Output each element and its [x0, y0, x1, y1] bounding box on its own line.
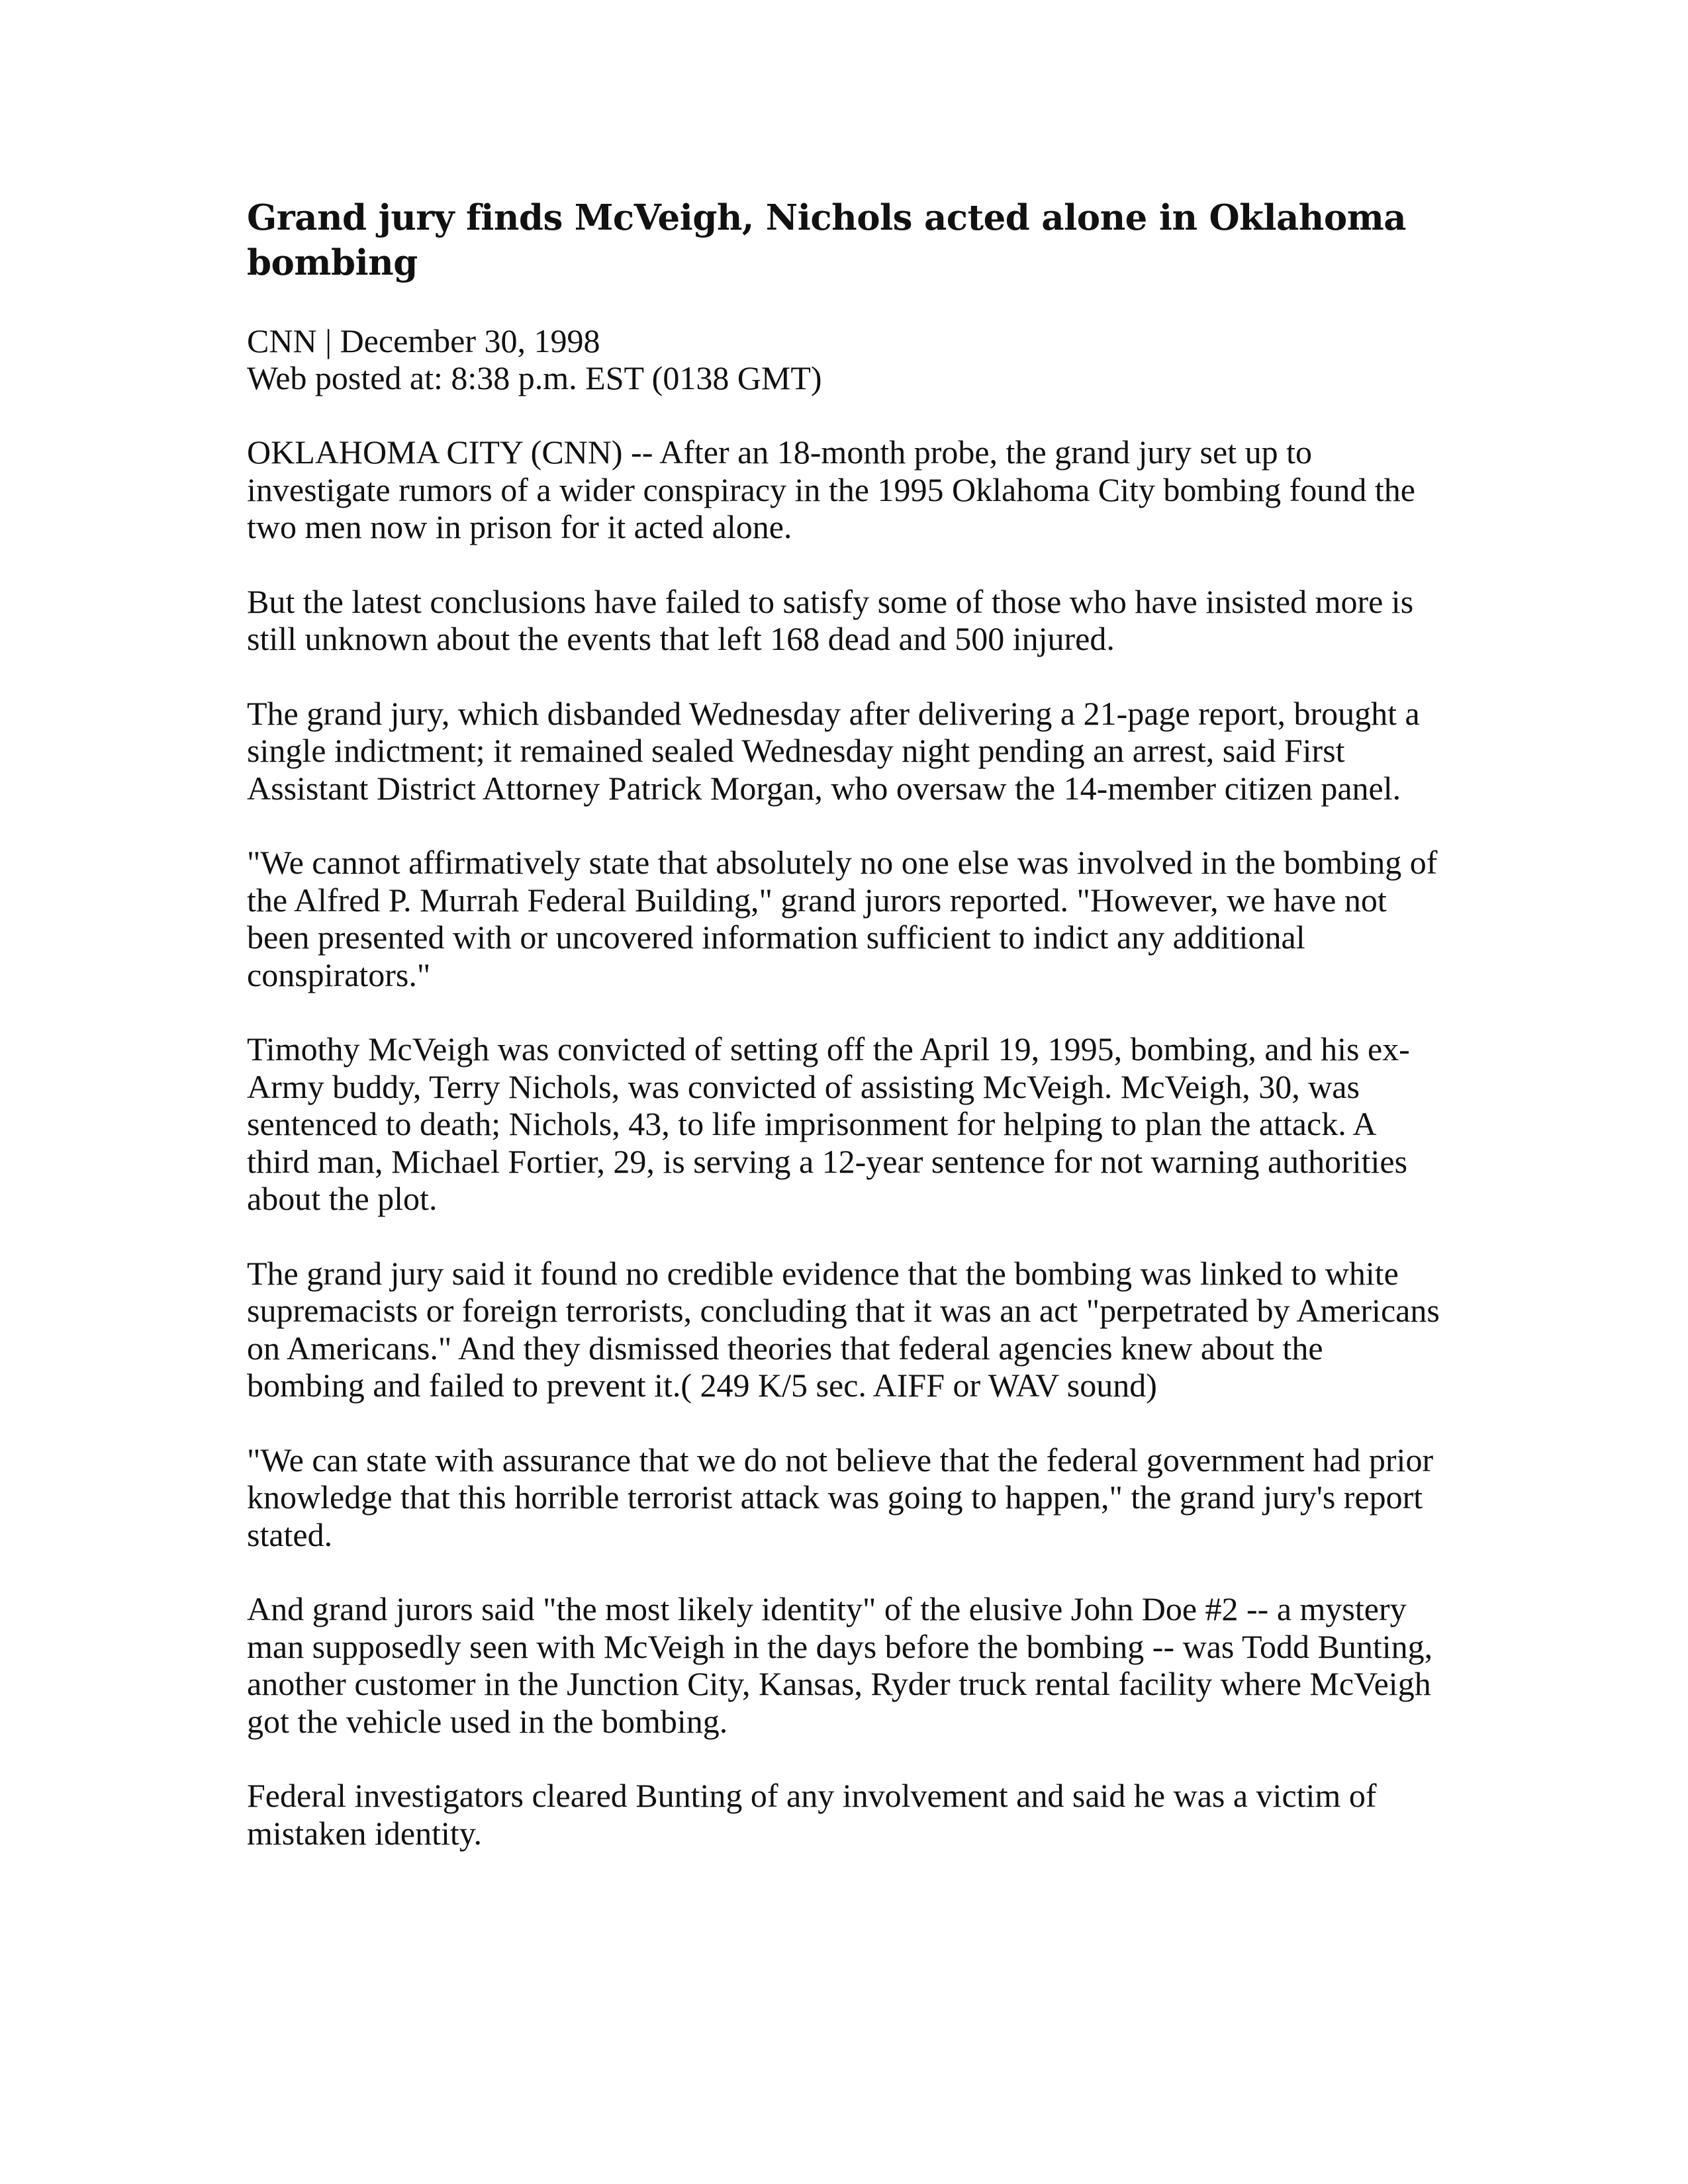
paragraph-3: The grand jury, which disbanded Wednesday after delivering a 21-page report, brought a single indictment; it remained sealed Wednesday night pending an arrest, said First Assistant District Attorney Patrick Morgan, who oversaw the 14-member citizen panel. [247, 694, 1420, 807]
article-headline: Grand jury finds McVeigh, Nichols acted alone in Oklahoma bombing [247, 197, 1407, 283]
byline-posted-time: Web posted at: 8:38 p.m. EST (0138 GMT) [247, 359, 822, 396]
paragraph-8: And grand jurors said "the most likely identity" of the elusive John Doe #2 -- a mystery man supposedly seen with McVeigh in the days before the bombing -- was Todd Bunting, another customer in the Junction City, Kansas, Ryder truck rental facility where McVeigh got the vehicle used in the bombing. [247, 1590, 1433, 1740]
article-byline [247, 322, 1445, 396]
paragraph-4: "We cannot affirmatively state that absolutely no one else was involved in the bombing of the Alfred P. Murrah Federal Building," grand jurors reported. "However, we have not been presented with or uncovered information sufficient to indict any additional conspirators." [247, 844, 1438, 993]
paragraph-2: But the latest conclusions have failed to satisfy some of those who have insisted more is still unknown about the events that left 168 dead and 500 injured. [247, 582, 1414, 657]
article [247, 195, 1445, 1889]
byline-source-date: CNN | December 30, 1998 [247, 322, 600, 359]
paragraph-7: "We can state with assurance that we do not believe that the federal government had prior knowledge that this horrible terrorist attack was going to happen," the grand jury's report stated. [247, 1441, 1434, 1553]
paragraph-1: OKLAHOMA CITY (CNN) -- After an 18-month probe, the grand jury set up to investigate rumors of a wider conspiracy in the 1995 Oklahoma City bombing found the two men now in prison for it acted alone. [247, 433, 1415, 545]
paragraph-5: Timothy McVeigh was convicted of setting off the April 19, 1995, bombing, and his ex-Army buddy, Terry Nichols, was convicted of assisting McVeigh. McVeigh, 30, was sentenced to death; Nichols, 43, to life imprisonment for helping to plan the attack. A third man, Michael Fortier, 29, is serving a 12-year sentence for not warning authorities about the plot. [247, 1030, 1410, 1217]
paragraph-9: Federal investigators cleared Bunting of any involvement and said he was a victim of mistaken identity. [247, 1777, 1377, 1852]
paragraph-6: The grand jury said it found no credible evidence that the bombing was linked to white supremacists or foreign terrorists, concluding that it was an act "perpetrated by Americans on Americans." And they dismissed theories that federal agencies knew about the bombing and failed to prevent it.( 249 K/5 sec. AIFF or WAV sound) [247, 1254, 1440, 1404]
